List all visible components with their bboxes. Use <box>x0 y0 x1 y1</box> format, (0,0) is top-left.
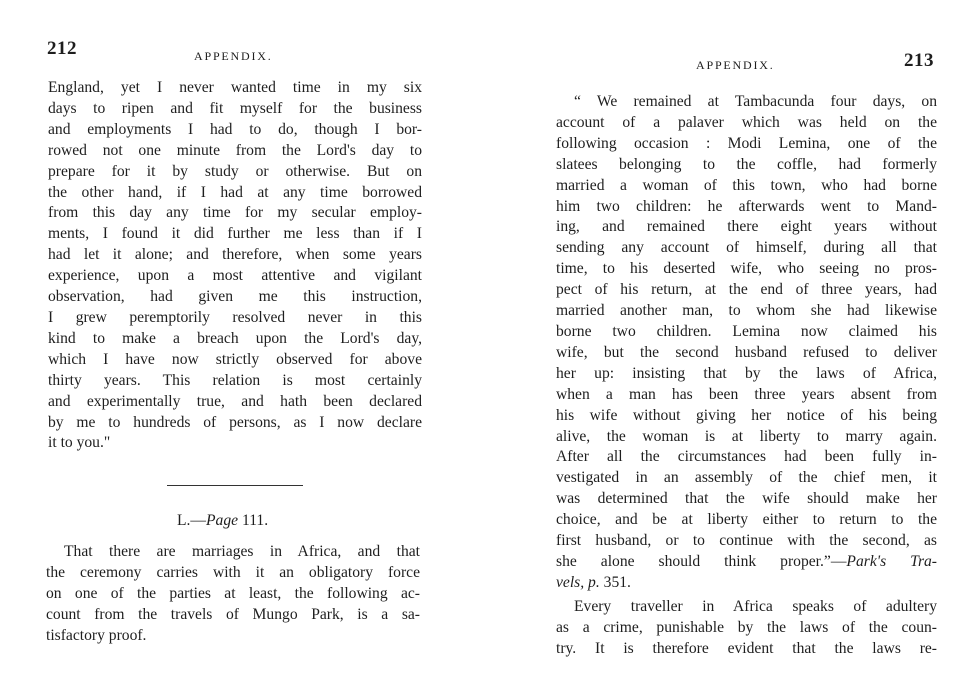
text-line: account of a palaver which was held on the <box>556 113 937 131</box>
text-line: ing, and remained there eight years without <box>556 218 937 236</box>
text-line: Every traveller in Africa speaks of adultery <box>574 597 937 615</box>
left-page-number: 212 <box>47 38 77 59</box>
text-line: it to you." <box>48 434 111 452</box>
text-line: try. It is therefore evident that the laws re- <box>556 639 937 657</box>
text-line: him two children: he afterwards went to Mand- <box>556 197 937 215</box>
text-line: time, to his deserted wife, who seeing no pros- <box>556 260 937 278</box>
section-label: L.— <box>177 512 207 529</box>
text-line: “ We remained at Tambacunda four days, on <box>574 93 937 110</box>
text-line: the ceremony carries with it an obligatory force <box>46 563 420 581</box>
right-page-number: 213 <box>904 50 934 71</box>
text-line: married a woman of this town, who had borne <box>556 176 937 194</box>
text-line: England, yet I never wanted time in my six <box>48 79 422 96</box>
text-line: married another man, to whom she had likewise <box>556 302 937 320</box>
text-line: borne two children. Lemina now claimed his <box>556 322 937 340</box>
right-page-header <box>556 50 942 88</box>
text-line: was determined that the wife should make her <box>556 490 937 508</box>
text-line: tisfactory proof. <box>46 626 147 644</box>
text-line: pect of his return, at the end of three years, had <box>556 281 937 299</box>
citation-page: 351. <box>603 573 631 591</box>
left-running-head: APPENDIX. <box>194 49 273 63</box>
text-line: thirty years. This relation is most certainly <box>48 371 422 389</box>
text-line: I grew peremptorily resolved never in this <box>48 308 422 326</box>
text-line: wife, but the second husband refused to deliver <box>556 343 937 361</box>
text-line: by me to hundreds of persons, as I now declare <box>48 413 422 431</box>
section-divider <box>167 485 303 486</box>
text-line: which I have now strictly observed for above <box>48 350 422 368</box>
left-paragraph-2 <box>46 542 420 647</box>
text-line: she alone should think proper.”— <box>556 552 847 570</box>
section-number: 111. <box>241 512 269 529</box>
text-line: ments, I found it did further me less than if I <box>48 225 422 243</box>
text-line: following occasion : Modi Lemina, one of the <box>556 134 937 152</box>
text-line: on one of the parties at least, the following ac- <box>46 584 420 602</box>
text-line: the other hand, if I had at any time borrowed <box>48 183 422 201</box>
left-page <box>30 38 430 678</box>
right-running-head: APPENDIX. <box>696 58 775 72</box>
right-paragraph-1 <box>556 92 937 659</box>
text-line: rowed not one minute from the Lord's day to <box>48 141 422 159</box>
text-line: alive, the woman is at liberty to marry again. <box>556 427 937 445</box>
text-line: choice, and be at liberty either to return to the <box>556 511 937 529</box>
text-line: and experimentally true, and hath been declared <box>48 392 422 410</box>
text-line: days to ripen and fit myself for the business <box>48 99 422 117</box>
text-line: and employments I had to do, though I bor- <box>48 120 422 138</box>
text-line: had let it alone; and therefore, when some years <box>48 246 422 264</box>
citation-line <box>556 552 937 573</box>
text-line: as a crime, punishable by the laws of the coun- <box>556 618 937 636</box>
text-line: from this day any time for my secular employ- <box>48 204 422 222</box>
text-line: count from the travels of Mungo Park, is a sa- <box>46 605 420 623</box>
text-line: his wife without giving her notice of his being <box>556 406 937 424</box>
left-paragraph-1 <box>48 78 422 454</box>
text-line: prepare for it by study or otherwise. But on <box>48 162 422 180</box>
text-line: That there are marriages in Africa, and that <box>64 543 420 560</box>
left-page-header <box>30 38 430 76</box>
citation-title: Park's Tra- <box>846 552 937 570</box>
text-line: sending any account of himself, during all that <box>556 239 937 257</box>
citation-title-cont: vels, p. <box>556 573 600 591</box>
text-line: when a man has been three years absent from <box>556 385 937 403</box>
section-ref: Page <box>206 512 239 529</box>
text-line: first husband, or to continue with the second, as <box>556 532 937 550</box>
text-line: kind to make a breach upon the Lord's day, <box>48 329 422 347</box>
text-line: vestigated in an assembly of the chief men, it <box>556 469 937 487</box>
right-page <box>556 50 942 690</box>
citation-line-2 <box>556 573 937 594</box>
text-line: experience, upon a most attentive and vigilant <box>48 267 422 285</box>
text-line: her up: insisting that by the laws of Africa, <box>556 364 937 382</box>
section-heading <box>177 512 268 530</box>
text-line: After all the circumstances had been fully in- <box>556 448 937 466</box>
text-line: slatees belonging to the coffle, had formerly <box>556 155 937 173</box>
text-line: observation, had given me this instruction, <box>48 288 422 306</box>
